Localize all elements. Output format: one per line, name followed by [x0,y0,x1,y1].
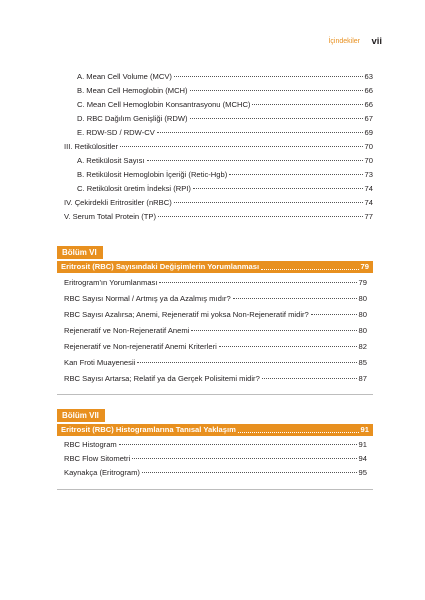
toc-entry-kan-froti[interactable]: Kan Froti Muayenesii 85 [64,358,367,367]
toc-entry-rdw[interactable]: D. RBC Dağılım Genişliği (RDW) 67 [77,114,373,123]
section-6-header [57,242,373,273]
section-7-label: Bölüm VII [57,409,105,422]
toc-entry-rejeneratif-anemi[interactable]: Rejeneratif ve Non-Rejeneratif Anemi 80 [64,326,367,335]
header-title: İçindekiler [328,38,360,45]
section-7-header [57,405,373,436]
header-page-number: vii [371,36,382,47]
toc-entry-mch[interactable]: B. Mean Cell Hemoglobin (MCH) 66 [77,86,373,95]
toc-entry-rbc-histogram[interactable]: RBC Histogram 91 [64,440,367,449]
toc-entry-rbc-normal[interactable]: RBC Sayısı Normal / Artmış ya da Azalmış mıdır? 80 [64,294,367,303]
toc-entry-mcv[interactable]: A. Mean Cell Volume (MCV) 63 [77,72,373,81]
section-7-title[interactable]: Eritrosit (RBC) Histogramlarına Tanısal Yaklaşım 91 [57,424,373,436]
toc-entry-rdw-sd-cv[interactable]: E. RDW-SD / RDW-CV 69 [77,128,373,137]
section-7-entries [57,437,373,490]
toc-entry-retikulositler[interactable]: III. Retikülositler 70 [64,142,373,151]
section-6-label: Bölüm VI [57,246,103,259]
toc-entry-rbc-azalirsa[interactable]: RBC Sayısı Azalırsa; Anemi, Rejeneratif mi yoksa Non-Rejeneratif midir? 80 [64,310,367,319]
toc-entry-polisitemi[interactable]: RBC Sayısı Artarsa; Relatif ya da Gerçek Polisitemi midir? 87 [64,374,367,383]
section-6-title[interactable]: Eritrosit (RBC) Sayısındaki Değişimlerin Yorumlanması 79 [57,261,373,273]
toc-entry-rpi[interactable]: C. Retikülosit üretim İndeksi (RPI) 74 [77,184,373,193]
page-header [0,37,425,51]
toc-entry-kaynakca[interactable]: Kaynakça (Eritrogram) 95 [64,468,367,477]
toc-entry-retikulosit-sayisi[interactable]: A. Retikülosit Sayısı 70 [77,156,373,165]
toc-entry-nrbc[interactable]: IV. Çekirdekli Eritrositler (nRBC) 74 [64,198,373,207]
toc-entry-retic-hgb[interactable]: B. Retikülosit Hemoglobin İçeriği (Retic-Hgb) 73 [77,170,373,179]
toc-entry-anemi-kriterleri[interactable]: Rejeneratif ve Non-rejeneratif Anemi Kriterleri 82 [64,342,367,351]
toc-entry-rbc-flow-sitometri[interactable]: RBC Flow Sitometri 94 [64,454,367,463]
toc-entry-serum-tp[interactable]: V. Serum Total Protein (TP) 77 [64,212,373,221]
section-6-entries [57,272,373,395]
toc-entry-mchc[interactable]: C. Mean Cell Hemoglobin Konsantrasyonu (MCHC) 66 [77,100,373,109]
toc-entry-eritrogram-yorumlanmasi[interactable]: Eritrogram'ın Yorumlanması 79 [64,278,367,287]
